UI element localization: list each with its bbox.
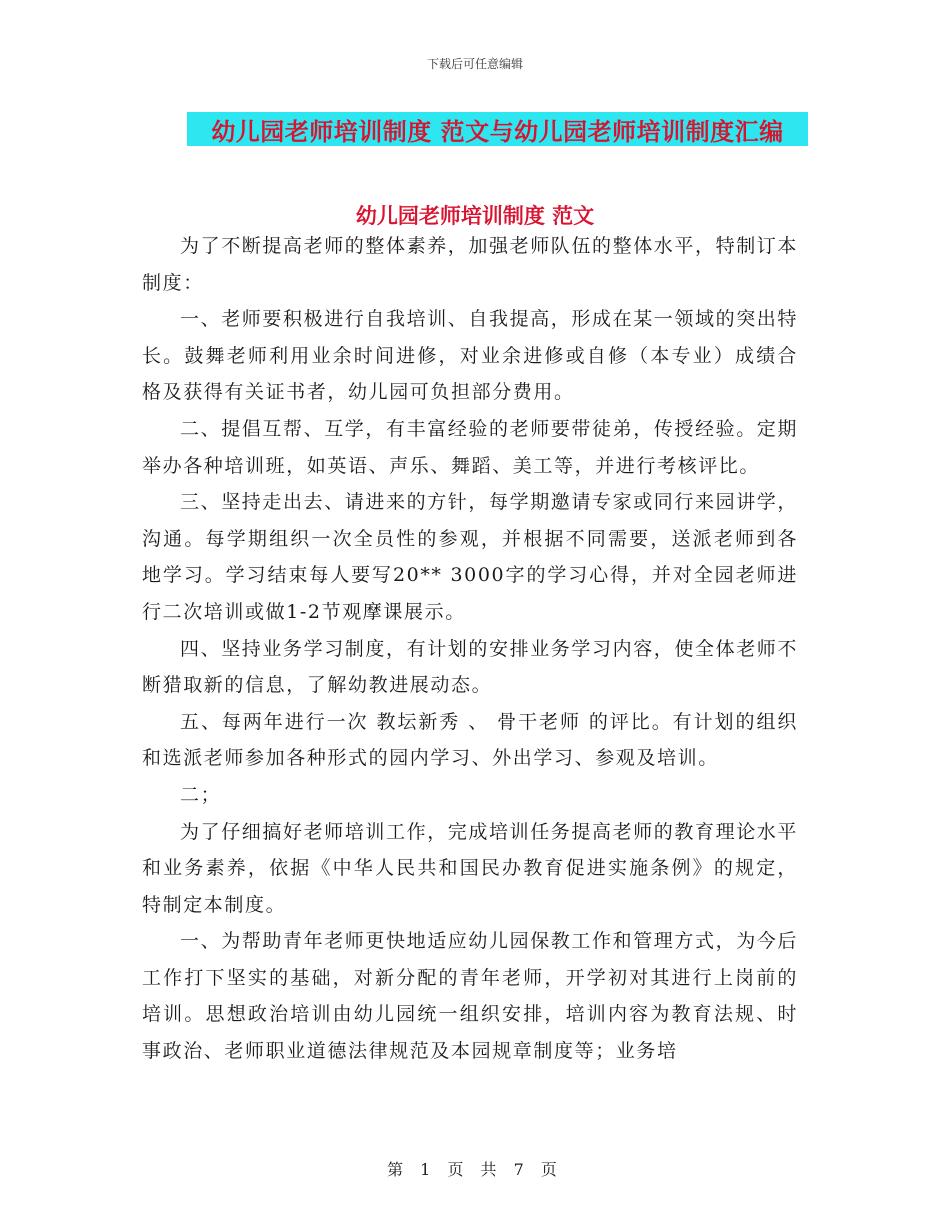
- paragraph-section-two-item-1: 一、为帮助青年老师更快地适应幼儿园保教工作和管理方式，为今后工作打下坚实的基础，对新分配的青年老师，开学初对其进行上岗前的培训。思想政治培训由幼儿园统一组织安排，培训内容为教育法规、时事政治、老师职业道德法律规范及本园规章制度等；业务培: [142, 930, 799, 1063]
- paragraph-item-3: 三、坚持走出去、请进来的方针，每学期邀请专家或同行来园讲学，沟通。每学期组织一次全员性的参观，并根据不同需要，送派老师到各地学习。学习结束每人要写20** 3000字的学习心得，并对全园老师进行二次培训或做1-2节观摩课展示。: [142, 491, 799, 623]
- paragraph-item-5: 五、每两年进行一次 教坛新秀 、 骨干老师 的评比。有计划的组织和选派老师参加各种形式的园内学习、外出学习、参观及培训。: [142, 710, 798, 770]
- main-title: 幼儿园老师培训制度 范文与幼儿园老师培训制度汇编: [211, 117, 784, 146]
- paragraph-item-2: 二、提倡互帮、互学，有丰富经验的老师要带徒弟，传授经验。定期举办各种培训班，如英语、声乐、舞蹈、美工等，并进行考核评比。: [142, 417, 799, 477]
- header-note: 下载后可任意编辑: [426, 57, 523, 71]
- page-number-footer: 第 1 页 共 7 页: [387, 1160, 563, 1179]
- body-text: [142, 228, 798, 1070]
- paragraph-intro: 为了不断提高老师的整体素养，加强老师队伍的整体水平，特制订本制度：: [142, 235, 799, 294]
- paragraph-item-1: 一、老师要积极进行自我培训、自我提高，形成在某一领域的突出特长。鼓舞老师利用业余时间进修，对业余进修或自修（本专业）成绩合格及获得有关证书者，幼儿园可负担部分费用。: [142, 308, 799, 404]
- paragraph-section-two: 二；: [180, 783, 222, 806]
- section-title: 幼儿园老师培训制度 范文: [355, 204, 595, 228]
- paragraph-section-two-intro: 为了仔细搞好老师培训工作，完成培训任务提高老师的教育理论水平和业务素养，依据《中华人民共和国民办教育促进实施条例》的规定，特制定本制度。: [142, 820, 799, 916]
- paragraph-item-4: 四、坚持业务学习制度，有计划的安排业务学习内容，使全体老师不断猎取新的信息，了解幼教进展动态。: [142, 637, 799, 697]
- main-title-highlight: [187, 112, 808, 146]
